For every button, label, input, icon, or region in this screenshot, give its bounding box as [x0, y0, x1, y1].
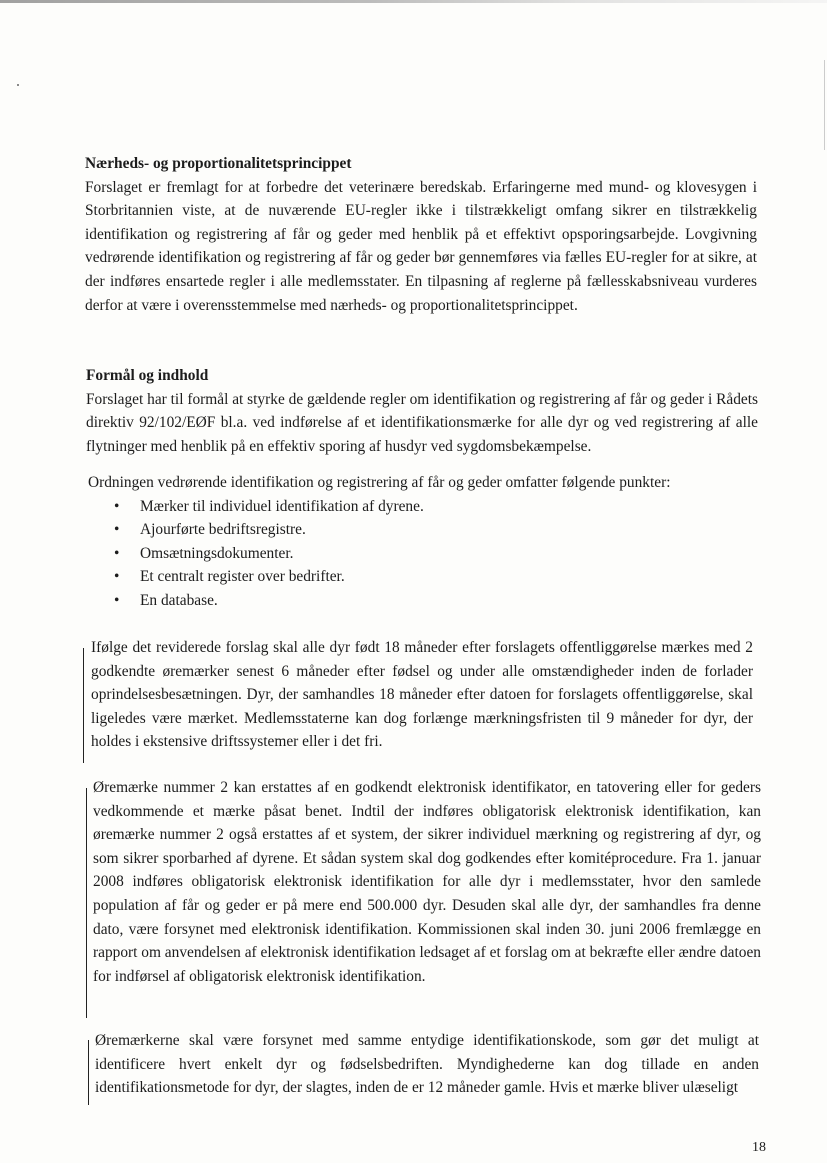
paragraph: Forslaget er fremlagt for at forbedre det veterinære beredskab. Erfaringerne med mund- og klovesygen i Storbritannien viste, at de nuværende EU-regler ikke i tilstrækkeligt omfang sikrer en tilstrækkelig identifikation og registrering af får og geder med henblik på et effektivt opsporingsarbejde. Lovgivning vedrørende identifikation og registrering af får og geder bør gennemføres via fælles EU-regler for at sikre, at der indføres ensartede regler i alle medlemsstater. En tilpasning af reglerne på fællesskabsniveau vurderes derfor at være i overensstemmelse med nærheds- og proportionalitetsprincippet.	[85, 178, 757, 314]
revision-bar	[86, 788, 87, 1018]
section-proportionality	[85, 152, 757, 317]
section-scheme	[88, 471, 760, 613]
section-revised	[91, 636, 753, 754]
section-eartag-2	[93, 776, 761, 988]
page-number: 18	[752, 1140, 766, 1155]
section-purpose	[86, 364, 758, 458]
section-heading: Formål og indhold	[86, 367, 209, 384]
scan-edge-right	[824, 60, 825, 150]
paragraph: Øremærke nummer 2 kan erstattes af en godkendt elektronisk identifikator, en tatovering eller for geders vedkommende et mærke påsat benet. Indtil der indføres obligatorisk elektronisk identifikation, kan øremærke nummer 2 også erstattes af et system, der sikrer individuel mærkning og registrering af dyr, og som sikrer sporbarhed af dyrene. Et sådan system skal dog godkendes efter komitéprocedure. Fra 1. januar 2008 indføres obligatorisk elektronisk identifikation for alle dyr i medlemsstater, hvor den samlede population af får og geder er på mere end 500.000 dyr. Desuden skal alle dyr, der samhandles fra denne dato, være forsynet med elektronisk identifikation. Kommissionen skal inden 30. juni 2006 fremlægge en rapport om anvendelsen af elektronisk identifikation ledsaget af et forslag om at bekræfte eller ændre datoen for indførsel af obligatorisk elektronisk identifikation.	[93, 779, 761, 985]
list-item: • Mærker til individuel identifikation af dyrene.	[88, 495, 760, 519]
list-intro: Ordningen vedrørende identifikation og registrering af får og geder omfatter følgende punkter:	[88, 474, 671, 491]
section-heading: Nærheds- og proportionalitetsprincippet	[85, 155, 352, 172]
list-item: • Et centralt register over bedrifter.	[88, 565, 760, 589]
section-eartags	[95, 1029, 759, 1100]
revision-bar	[88, 1040, 89, 1105]
scan-edge	[0, 0, 827, 3]
paragraph: Øremærkerne skal være forsynet med samme entydige identifikationskode, som gør det muligt at identificere hvert enkelt dyr og fødselsbedriften. Myndighederne kan dog tillade en anden identifikationsmetode for dyr, der slagtes, inden de er 12 måneder gamle. Hvis et mærke bliver ulæseligt	[95, 1032, 759, 1097]
list-item: • En database.	[88, 589, 760, 613]
scan-speck	[17, 84, 19, 86]
list-item: • Ajourførte bedriftsregistre.	[88, 518, 760, 542]
list-item: • Omsætningsdokumenter.	[88, 542, 760, 566]
revision-bar	[83, 648, 84, 763]
paragraph: Forslaget har til formål at styrke de gældende regler om identifikation og registrering af får og geder i Rådets direktiv 92/102/EØF bl.a. ved indførelse af et identifikationsmærke for alle dyr og ved registrering af alle flytninger med henblik på en effektiv sporing af husdyr ved sygdomsbekæmpelse.	[86, 390, 758, 455]
bullet-list	[88, 495, 760, 613]
paragraph: Ifølge det reviderede forslag skal alle dyr født 18 måneder efter forslagets offentliggørelse mærkes med 2 godkendte øremærker senest 6 måneder efter fødsel og under alle omstændigheder inden de forlader oprindelsesbesætningen. Dyr, der samhandles 18 måneder efter datoen for forslagets offentliggørelse, skal ligeledes være mærket. Medlemsstaterne kan dog forlænge mærkningsfristen til 9 måneder for dyr, der holdes i ekstensive driftssystemer eller i det fri.	[91, 639, 753, 751]
